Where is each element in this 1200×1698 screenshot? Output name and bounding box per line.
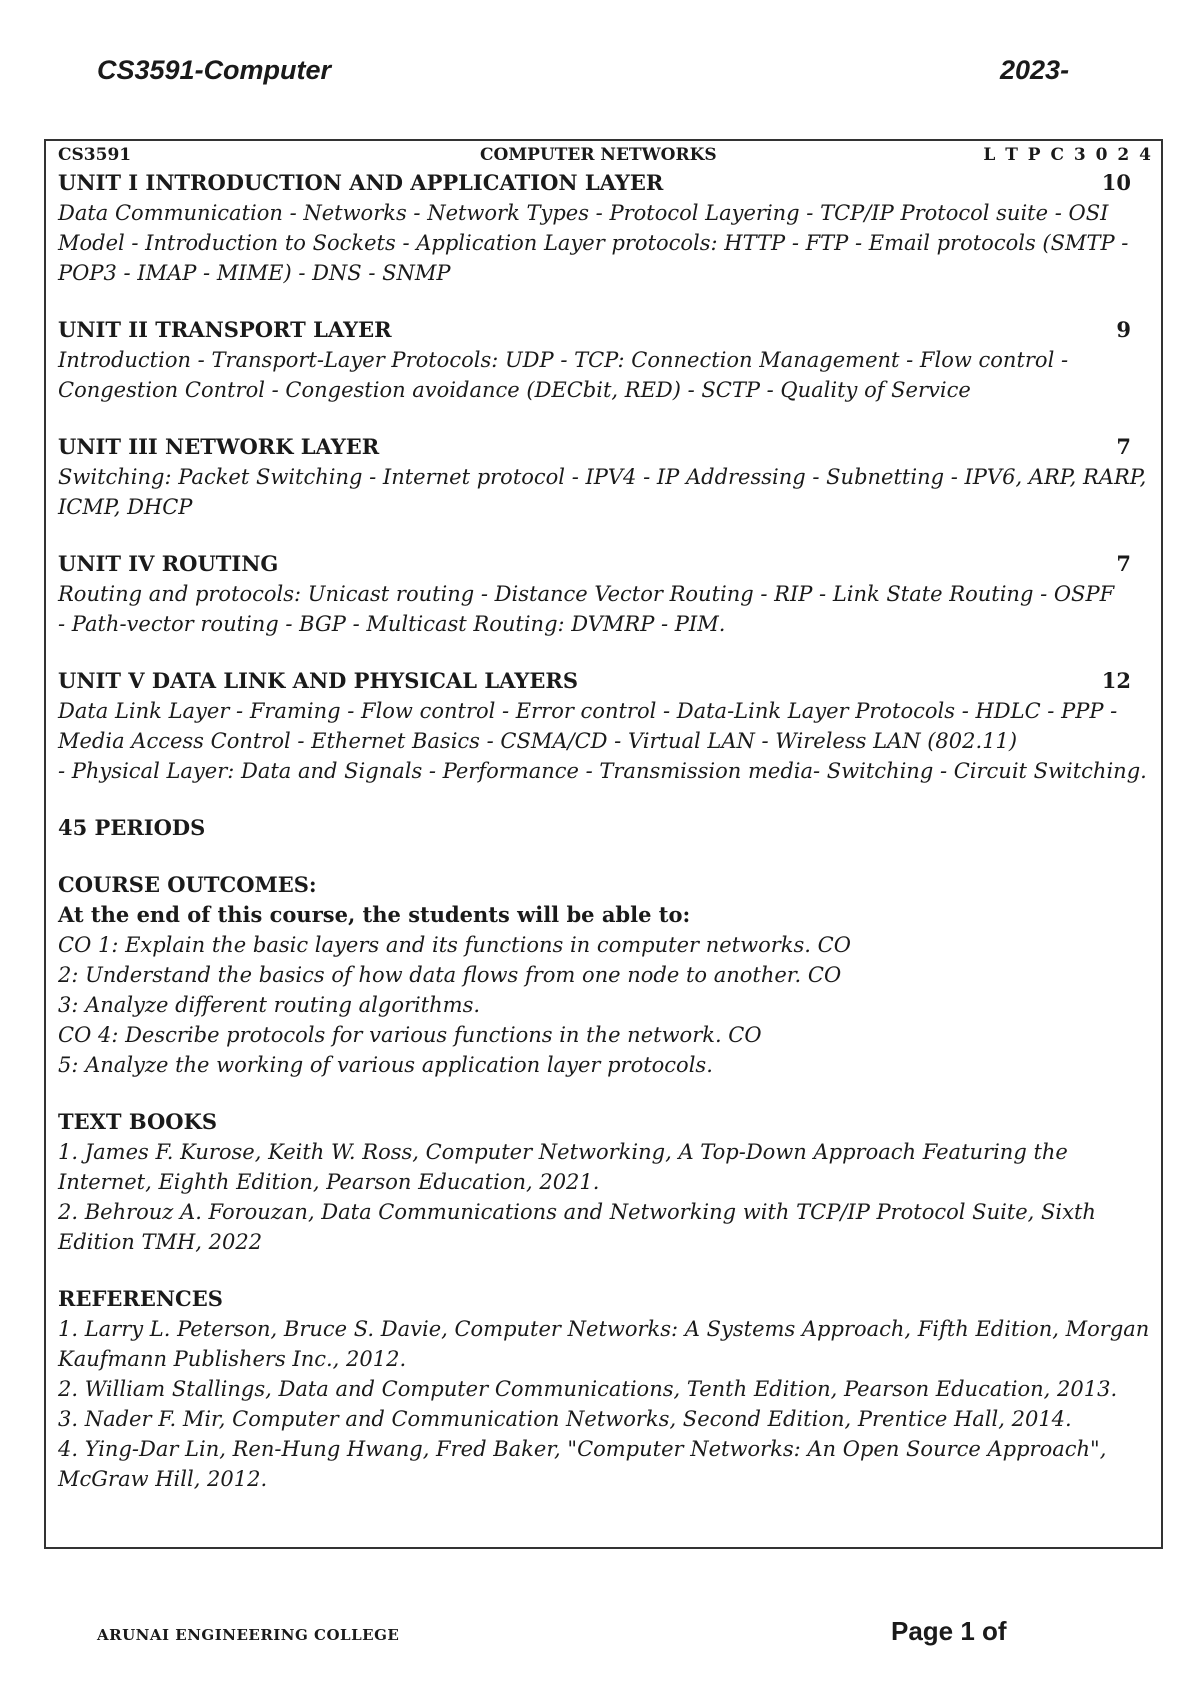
- unit-line: Routing and protocols: Unicast routing - Distance Vector Routing - RIP - Link State Routing - OSPF: [58, 582, 1115, 606]
- outcome-line: CO 1: Explain the basic layers and its functions in computer networks. CO: [58, 933, 851, 957]
- footer-page-number: Page 1 of: [891, 1616, 1007, 1646]
- footer-college-name: ARUNAI ENGINEERING COLLEGE: [97, 1626, 400, 1644]
- reference-line: 4. Ying-Dar Lin, Ren-Hung Hwang, Fred Baker, "Computer Networks: An Open Source Approach",: [58, 1437, 1107, 1461]
- course-title: COMPUTER NETWORKS: [480, 145, 717, 165]
- unit-line: ICMP, DHCP: [58, 495, 193, 519]
- reference-line: Kaufmann Publishers Inc., 2012.: [58, 1347, 407, 1371]
- textbooks-heading: TEXT BOOKS: [58, 1109, 218, 1134]
- references-heading: REFERENCES: [58, 1286, 223, 1311]
- unit-line: Introduction - Transport-Layer Protocols: UDP - TCP: Connection Management - Flow control -: [58, 348, 1069, 372]
- unit-title: UNIT IV ROUTING: [58, 551, 279, 576]
- unit-hours: 10: [1101, 170, 1131, 195]
- references: [58, 1284, 1153, 1494]
- syllabus-content: [58, 168, 1153, 1521]
- outcomes-intro: At the end of this course, the students will be able to:: [58, 902, 691, 927]
- textbook-line: 1. James F. Kurose, Keith W. Ross, Computer Networking, A Top-Down Approach Featuring the: [58, 1140, 1068, 1164]
- unit-line: POP3 - IMAP - MIME) - DNS - SNMP: [58, 261, 451, 285]
- unit-line: Data Communication - Networks - Network Types - Protocol Layering - TCP/IP Protocol suite - OSI: [58, 201, 1109, 225]
- outcomes-heading: COURSE OUTCOMES:: [58, 872, 317, 897]
- unit-line: Model - Introduction to Sockets - Application Layer protocols: HTTP - FTP - Email protocols (SMTP -: [58, 231, 1129, 255]
- outcome-line: 5: Analyze the working of various application layer protocols.: [58, 1053, 713, 1077]
- unit-5: [58, 666, 1153, 786]
- syllabus-box: [44, 139, 1163, 1549]
- unit-line: Congestion Control - Congestion avoidance (DECbit, RED) - SCTP - Quality of Service: [58, 378, 971, 402]
- unit-hours: 9: [1116, 317, 1131, 342]
- unit-hours: 12: [1101, 668, 1131, 693]
- unit-title: UNIT I INTRODUCTION AND APPLICATION LAYER: [58, 170, 664, 195]
- unit-line: Switching: Packet Switching - Internet protocol - IPV4 - IP Addressing - Subnetting - IPV6, ARP, RARP,: [58, 465, 1147, 489]
- course-code-line: [58, 145, 1153, 167]
- course-code: CS3591: [58, 145, 132, 165]
- unit-line: - Physical Layer: Data and Signals - Performance - Transmission media- Switching - Circuit Switching.: [58, 759, 1147, 783]
- reference-line: 2. William Stallings, Data and Computer Communications, Tenth Edition, Pearson Education, 2013.: [58, 1377, 1118, 1401]
- outcome-line: CO 4: Describe protocols for various functions in the network. CO: [58, 1023, 762, 1047]
- unit-title: UNIT II TRANSPORT LAYER: [58, 317, 392, 342]
- reference-line: 1. Larry L. Peterson, Bruce S. Davie, Computer Networks: A Systems Approach, Fifth Edition, Morgan: [58, 1317, 1150, 1341]
- header-year: 2023-: [1000, 55, 1070, 85]
- unit-line: - Path-vector routing - BGP - Multicast Routing: DVMRP - PIM.: [58, 612, 726, 636]
- textbook-line: Edition TMH, 2022: [58, 1230, 263, 1254]
- unit-4: [58, 549, 1153, 639]
- unit-1: [58, 168, 1153, 288]
- outcome-line: 3: Analyze different routing algorithms.: [58, 993, 481, 1017]
- textbook-line: Internet, Eighth Edition, Pearson Education, 2021.: [58, 1170, 600, 1194]
- unit-title: UNIT III NETWORK LAYER: [58, 434, 380, 459]
- course-ltpc: L T P C 3 0 2 4: [983, 145, 1153, 165]
- course-outcomes: [58, 870, 1153, 1080]
- reference-line: McGraw Hill, 2012.: [58, 1467, 268, 1491]
- unit-3: [58, 432, 1153, 522]
- unit-2: [58, 315, 1153, 405]
- outcome-line: 2: Understand the basics of how data flows from one node to another. CO: [58, 963, 842, 987]
- text-books: [58, 1107, 1153, 1257]
- unit-title: UNIT V DATA LINK AND PHYSICAL LAYERS: [58, 668, 578, 693]
- unit-line: Media Access Control - Ethernet Basics - CSMA/CD - Virtual LAN - Wireless LAN (802.11): [58, 729, 1018, 753]
- textbook-line: 2. Behrouz A. Forouzan, Data Communications and Networking with TCP/IP Protocol Suite, Sixth: [58, 1200, 1096, 1224]
- total-periods: 45 PERIODS: [58, 815, 206, 840]
- unit-line: Data Link Layer - Framing - Flow control - Error control - Data-Link Layer Protocols - HDLC - PPP -: [58, 699, 1118, 723]
- unit-hours: 7: [1116, 434, 1131, 459]
- header-course-title: CS3591-Computer: [97, 55, 332, 85]
- reference-line: 3. Nader F. Mir, Computer and Communication Networks, Second Edition, Prentice Hall, 2014.: [58, 1407, 1072, 1431]
- unit-hours: 7: [1116, 551, 1131, 576]
